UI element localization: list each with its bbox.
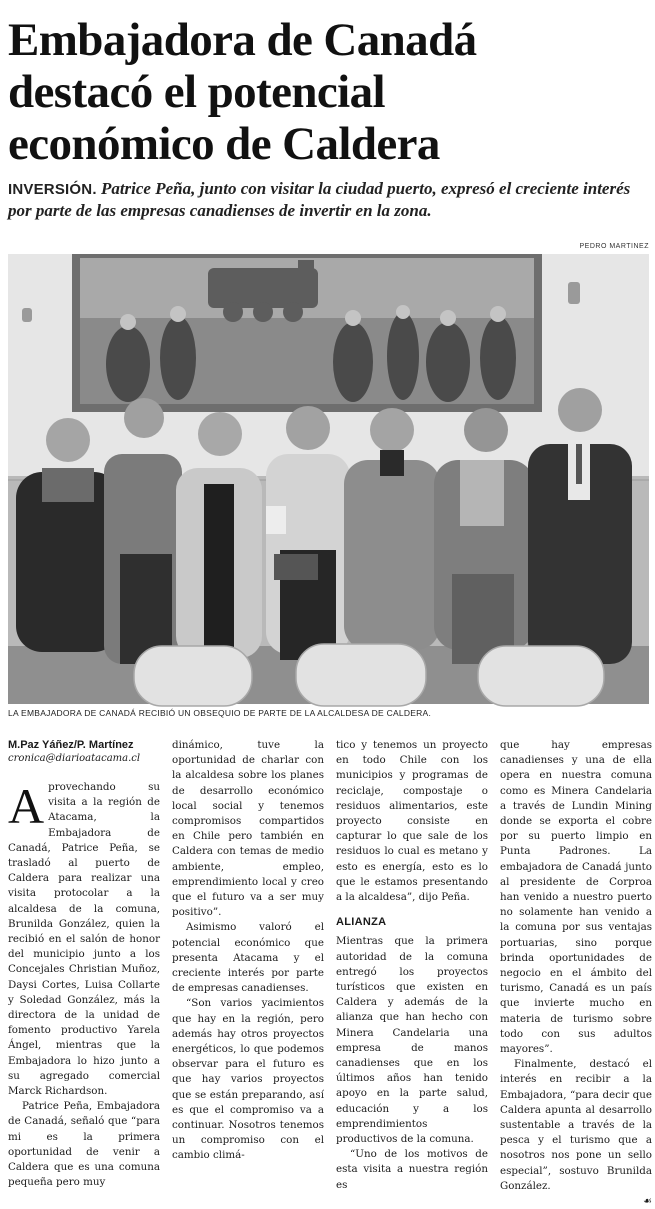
headline-line-1: Embajadora de Canadá: [8, 14, 477, 66]
text-column-1: [8, 738, 160, 1190]
column2-paragraph-1: dinámico, tuve la oportunidad de charlar con la alcaldesa sobre los planes de desarrollo económico local social y tenemos compromisos compartidos en Chile pero también en Caldera con temas de medio ambiente, empleo, emprendimiento local y creo que el futuro va a ser muy positivo”.: [172, 739, 324, 919]
headline: [8, 14, 648, 170]
text-column-4: [500, 738, 652, 1209]
section-kicker: INVERSIÓN.: [8, 181, 97, 198]
headline-line-2: destacó el potencial: [8, 66, 385, 118]
drop-cap: A: [8, 778, 45, 834]
column4-paragraph-1: que hay empresas canadienses y una de ella opera en nuestra comuna como es Minera Candelaria a través de Lundin Mining donde se exporta el cobre por su puerto limpio en Punta Padrones. La embajadora de Canadá junto al presidente de Corproa han venido a nuestro puerto no solamente han venido a la comuna por sus ventajas portuarias, sino porque brinda oportunidades de negocio en el ámbito del turismo, Canadá es un país que invierte mucho en materia de turismo sobre todo con sus adultos mayores”.: [500, 739, 652, 1056]
column3-paragraph-1: tico y tenemos un proyecto en todo Chile con los municipios y programas de reciclaje, compostaje o residuos alimentarios, este proyecto consiste en capturar lo que sale de los residuos lo cual es metano y esto es energía, esto es lo que le estamos presentando a la alcaldesa”, dijo Peña.: [336, 739, 488, 904]
photo-credit: PEDRO MARTINEZ: [579, 243, 649, 250]
byline: M.Paz Yáñez/P. Martínez: [8, 739, 134, 751]
column3-paragraph-3: “Uno de los motivos de esta visita a nuestra región es: [336, 1148, 488, 1191]
author-email: cronica@diarioatacama.cl: [8, 753, 141, 764]
column2-paragraph-2: Asimismo valoró el potencial económico que presenta Atacama y el creciente interés por parte de empresas canadienses.: [172, 921, 324, 995]
column2-paragraph-3: “Son varios yacimientos que hay en la región, pero además hay otros proyectos energéticos, lo que podemos observar para el futuro es que hay varios proyectos que se están preparando, así es que el compromiso va a continuar. Nosotros tenemos un compromiso con el cambio climá-: [172, 997, 324, 1162]
photo-caption: LA EMBAJADORA DE CANADÁ RECIBIÓ UN OBSEQUIO DE PARTE DE LA ALCALDESA DE CALDERA.: [8, 708, 432, 718]
column4-paragraph-2: Finalmente, destacó el interés en recibir a la Embajadora, “para decir que Caldera apunta al desarrollo sustentable a través de la pesca y el turismo que a nosotros nos pone un sello especial”, sostuvo Brunilda González.: [500, 1058, 652, 1192]
photo-illustration: [8, 254, 649, 704]
column1-paragraph-1: Aprovechando su visita a la región de Atacama, la Embajadora de Canadá, Patrice Peña, se trasladó al puerto de Caldera para realizar una visita protocolar a la alcaldesa de la comuna, Brunilda González, quien la recibió en el salón de honor del municipio junto a los Concejales Christian Muñoz, Daysi Cortes, Luisa Collarte y Soledad González, más la directora de la unidad de fomento productivo Yarela Ángel, mientras que la Embajadora lo hizo junto a su agregado comercial Marck Richardson.: [8, 778, 160, 1098]
column3-paragraph-2: Mientras que la primera autoridad de la comuna entregó los proyectos turísticos que existen en Caldera y además de la alianza que han hecho con Minera Candelaria una empresa de manos canadienses que en los últimos años han tenido apoyo en la parte salud, educación y a los emprendimientos productivos de la comuna.: [336, 935, 488, 1146]
column1-paragraph-2: Patrice Peña, Embajadora de Canadá, señaló que “para mi es la primera oportunidad de venir a Caldera que es una comuna pequeña pero muy: [8, 1100, 160, 1189]
subhead-alianza: ALIANZA: [336, 916, 387, 929]
text-column-2: [172, 738, 324, 1164]
headline-line-3: económico de Caldera: [8, 118, 440, 170]
text-column-3: [336, 738, 488, 1193]
end-mark-icon: ☙: [643, 1196, 652, 1208]
deck-text: Patrice Peña, junto con visitar la ciudad puerto, expresó el creciente interés por parte de las empresas canadienses de invertir en la zona.: [8, 179, 631, 220]
lead-paragraph: [8, 178, 650, 221]
article-photo: [8, 254, 649, 704]
